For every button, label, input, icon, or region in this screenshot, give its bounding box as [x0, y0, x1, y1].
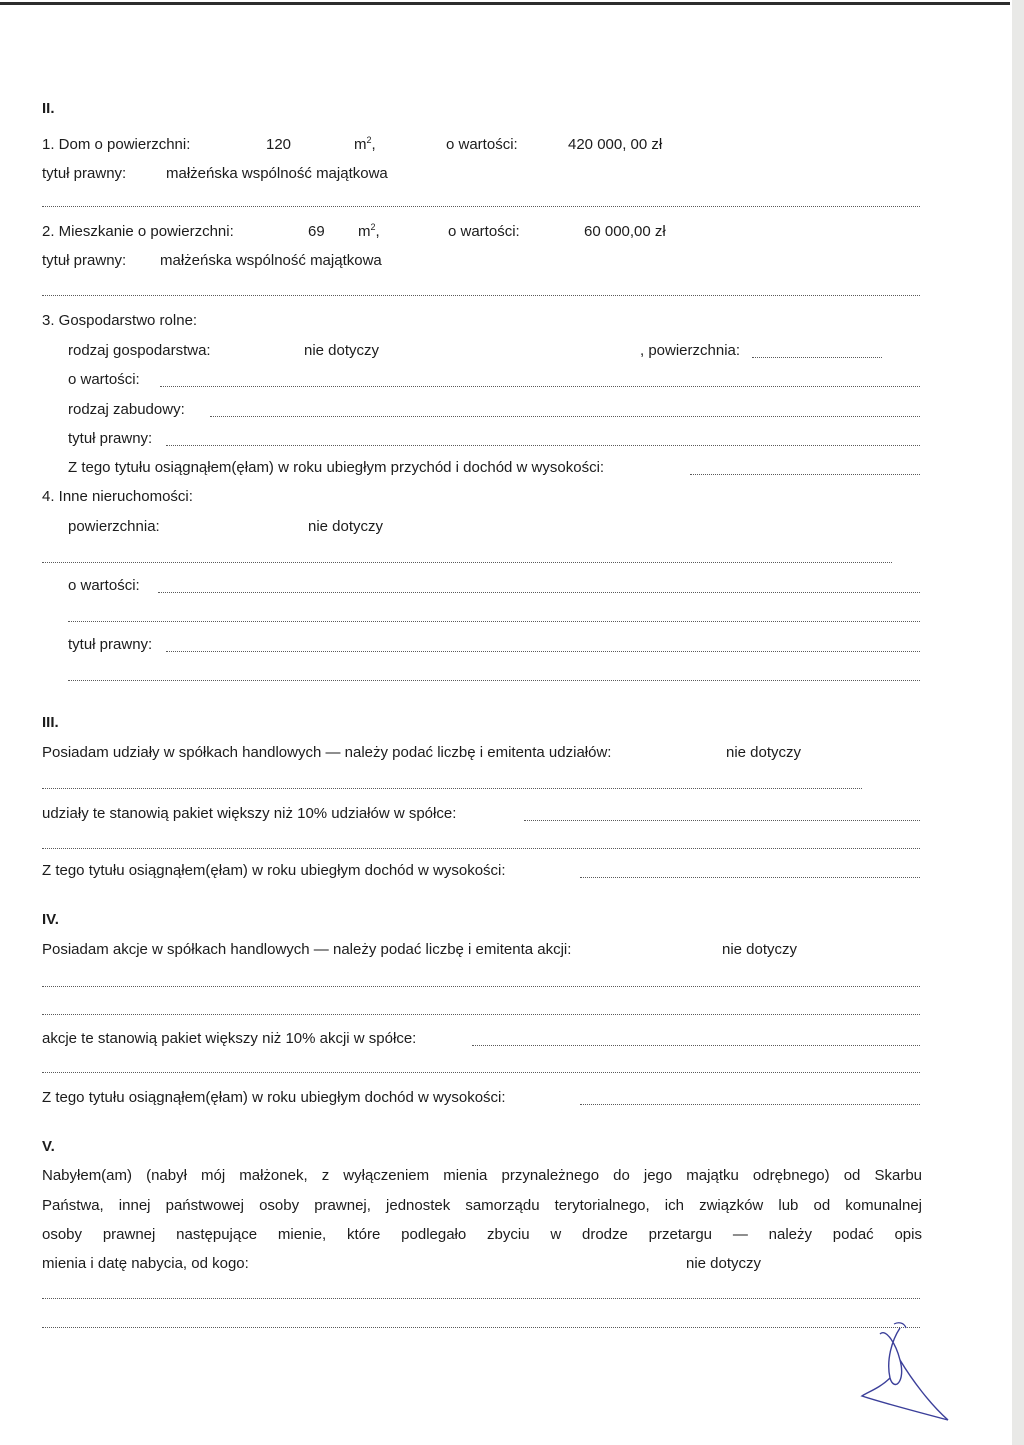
dotted-line: [752, 357, 882, 358]
farm-buildings-label: rodzaj zabudowy:: [68, 401, 185, 418]
acquisition-value: nie dotyczy: [686, 1255, 762, 1272]
house-unit: $m^2$,: [354, 135, 376, 153]
signature-mark: [850, 1320, 960, 1430]
scan-edge: [1012, 0, 1024, 1445]
apartment-area: 69: [308, 223, 325, 240]
dotted-line: [42, 1298, 920, 1299]
apartment-title-value: małżeńska wspólność majątkowa: [160, 252, 382, 269]
house-value: 420 000, 00 zł: [568, 136, 663, 153]
house-title-value: małżeńska wspólność majątkowa: [166, 165, 388, 182]
house-title-label: tytuł prawny:: [42, 165, 127, 182]
apartment-title-label: tytuł prawny:: [42, 252, 127, 269]
house-value-label: o wartości:: [446, 136, 518, 153]
shares-income-label: Z tego tytułu osiągnąłem(ęłam) w roku ubiegłym dochód w wysokości:: [42, 862, 506, 879]
shares-package-label: udziały te stanowią pakiet większy niż 10% udziałów w spółce:: [42, 805, 457, 822]
farm-label: 3. Gospodarstwo rolne:: [42, 312, 198, 329]
acquisition-text-line-2: Państwa, innej państwowej osoby prawnej, jednostek samorządu terytorialnego, ich związków lub od komunalnej: [42, 1197, 922, 1214]
dotted-line: [42, 562, 892, 563]
dotted-line: [42, 788, 862, 789]
apartment-label: 2. Mieszkanie o powierzchni:: [42, 223, 234, 240]
stocks-value: nie dotyczy: [722, 941, 798, 958]
farm-title-label: tytuł prawny:: [68, 430, 153, 447]
shares-value: nie dotyczy: [726, 744, 802, 761]
house-area: 120: [266, 136, 292, 153]
acquisition-text-line-3: osoby prawnej następujące mienie, które podlegało zbyciu w drodze przetargu — należy podać opis: [42, 1226, 922, 1243]
dotted-line: [166, 445, 920, 446]
apartment-value: 60 000,00 zł: [584, 223, 666, 240]
dotted-line: [580, 877, 920, 878]
dotted-line: [42, 295, 920, 296]
dotted-line: [210, 416, 920, 417]
stocks-package-label: akcje te stanowią pakiet większy niż 10% akcji w spółce:: [42, 1030, 417, 1047]
dotted-line: [158, 592, 920, 593]
other-area-label: powierzchnia:: [68, 518, 160, 535]
farm-type-label: rodzaj gospodarstwa:: [68, 342, 211, 359]
farm-type-value: nie dotyczy: [304, 342, 380, 359]
dotted-line: [42, 848, 920, 849]
apartment-value-label: o wartości:: [448, 223, 520, 240]
dotted-line: [68, 680, 920, 681]
section-5-header: V.: [42, 1138, 55, 1155]
acquisition-text-line-1: Nabyłem(am) (nabył mój małżonek, z wyłączeniem mienia przynależnego do jego majątku odrębnego) od Skarbu: [42, 1167, 922, 1184]
dotted-line: [166, 651, 920, 652]
section-3-header: III.: [42, 714, 59, 731]
other-title-label: tytuł prawny:: [68, 636, 153, 653]
top-border: [0, 2, 1010, 5]
shares-label: Posiadam udziały w spółkach handlowych — należy podać liczbę i emitenta udziałów:: [42, 744, 612, 761]
dotted-line: [42, 1014, 920, 1015]
dotted-line: [160, 386, 920, 387]
dotted-line: [42, 206, 920, 207]
other-property-label: 4. Inne nieruchomości:: [42, 488, 193, 505]
other-area-value: nie dotyczy: [308, 518, 384, 535]
farm-value-label: o wartości:: [68, 371, 140, 388]
other-value-label: o wartości:: [68, 577, 140, 594]
dotted-line: [42, 986, 920, 987]
stocks-label: Posiadam akcje w spółkach handlowych — należy podać liczbę i emitenta akcji:: [42, 941, 572, 958]
dotted-line: [690, 474, 920, 475]
stocks-income-label: Z tego tytułu osiągnąłem(ęłam) w roku ubiegłym dochód w wysokości:: [42, 1089, 506, 1106]
acquisition-text-line-4: mienia i datę nabycia, od kogo:: [42, 1255, 249, 1272]
dotted-line: [68, 621, 920, 622]
dotted-line: [524, 820, 920, 821]
dotted-line: [472, 1045, 920, 1046]
apartment-unit: $m^2$,: [358, 222, 380, 240]
dotted-line: [580, 1104, 920, 1105]
dotted-line: [42, 1327, 920, 1328]
dotted-line: [42, 1072, 920, 1073]
house-label: 1. Dom o powierzchni:: [42, 136, 191, 153]
farm-area-label: , powierzchnia:: [640, 342, 741, 359]
farm-income-label: Z tego tytułu osiągnąłem(ęłam) w roku ubiegłym przychód i dochód w wysokości:: [68, 459, 605, 476]
section-4-header: IV.: [42, 911, 59, 928]
section-2-header: II.: [42, 100, 55, 117]
